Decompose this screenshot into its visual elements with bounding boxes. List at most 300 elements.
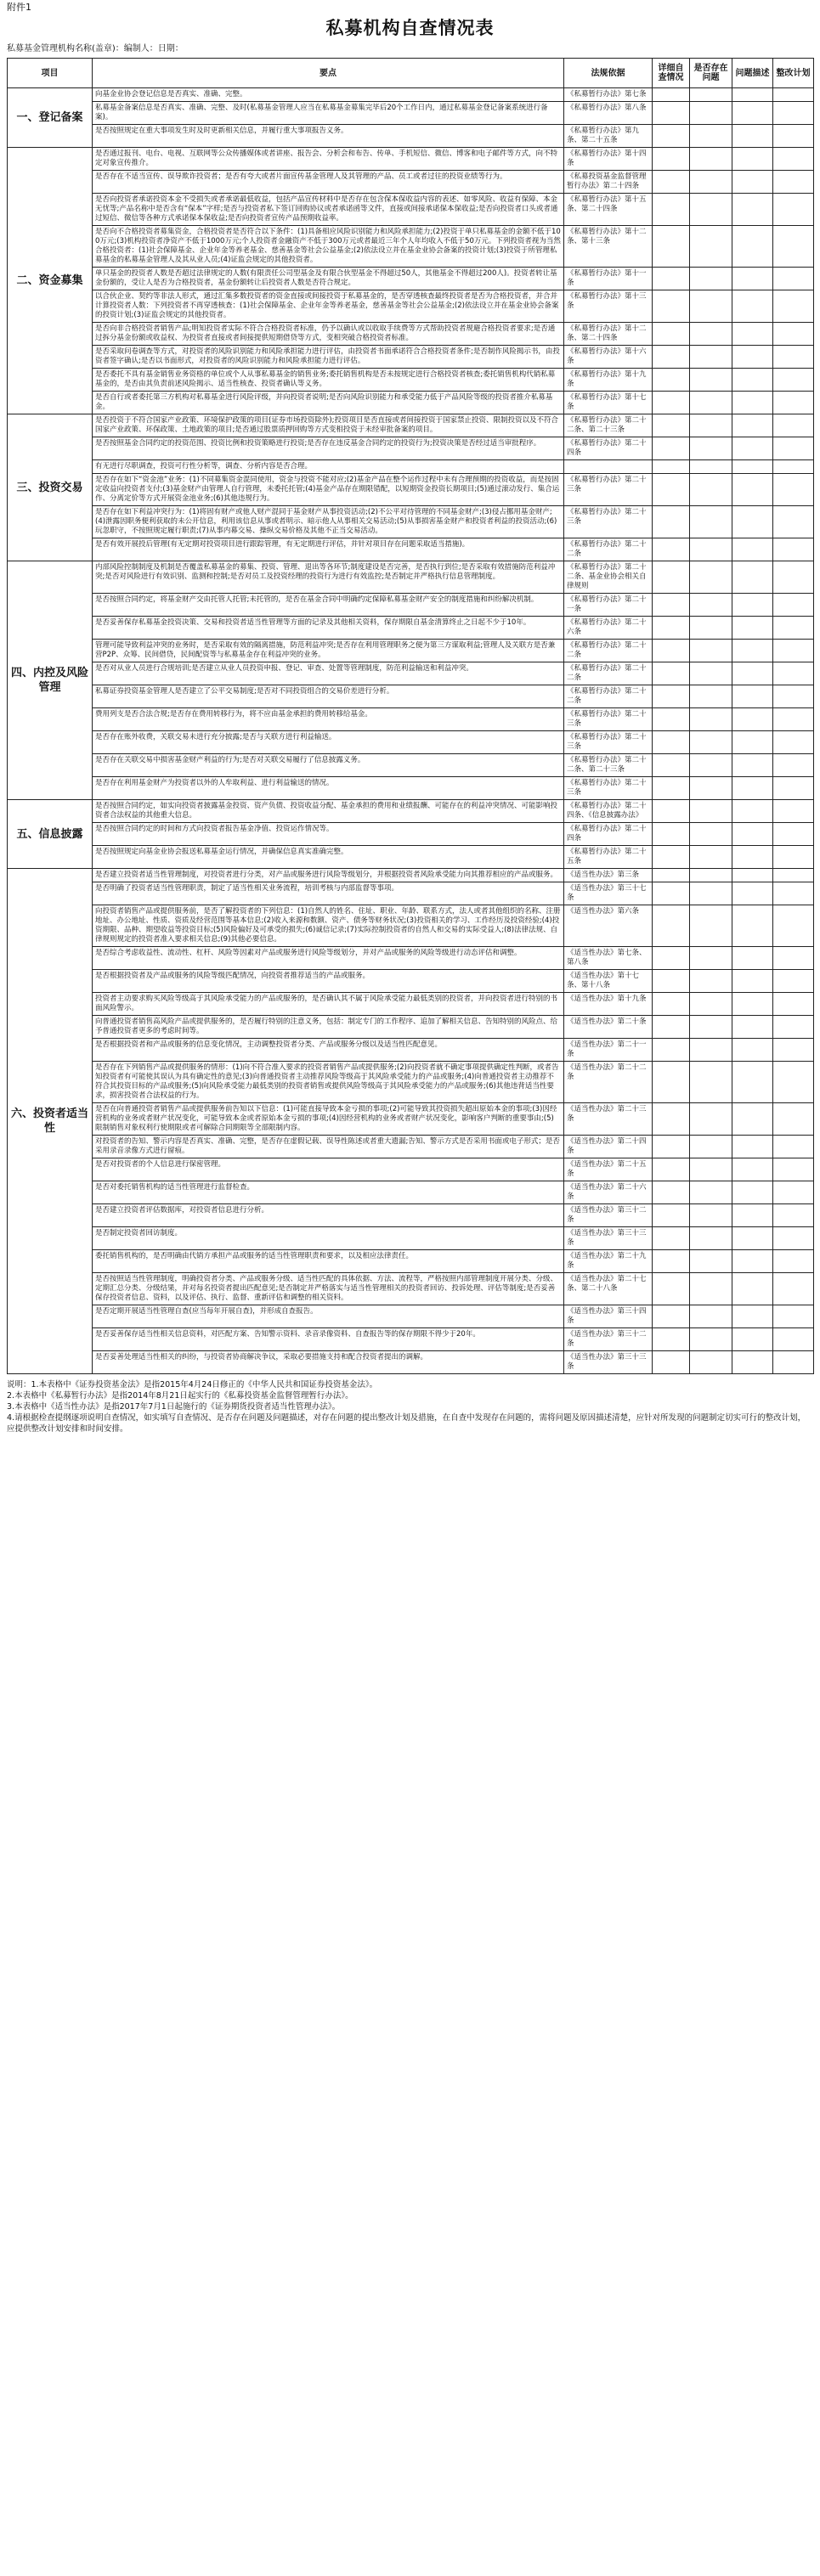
- has-issue-cell[interactable]: [690, 148, 732, 171]
- has-issue-cell[interactable]: [690, 437, 732, 460]
- note-line: 4.请根据检查提纲逐项说明自查情况，如实填写自查情况、是否存在问题及问题描述，对存在问题的提出整改计划及措施，在自查中发现存在问题的，需将问题及原因描述清楚，应针对所发现的问题制定切实可行的整改计划，应提供整改计划安排和时间安排。: [7, 1413, 806, 1434]
- detail-cell[interactable]: [653, 754, 690, 777]
- detail-cell[interactable]: [653, 970, 690, 993]
- issue-desc-cell[interactable]: [732, 823, 773, 846]
- issue-desc-cell[interactable]: [732, 171, 773, 194]
- legal-basis: 《适当性办法》第七条、第八条: [564, 947, 653, 970]
- plan-cell[interactable]: [773, 882, 814, 905]
- has-issue-cell[interactable]: [690, 474, 732, 506]
- check-point: 是否制定投资者回访制度。: [93, 1227, 564, 1250]
- legal-basis: 《适当性办法》第三条: [564, 869, 653, 882]
- issue-desc-cell[interactable]: [732, 414, 773, 437]
- detail-cell[interactable]: [653, 226, 690, 268]
- issue-desc-cell[interactable]: [732, 1136, 773, 1158]
- plan-cell[interactable]: [773, 1204, 814, 1227]
- issue-desc-cell[interactable]: [732, 1250, 773, 1273]
- detail-cell[interactable]: [653, 148, 690, 171]
- has-issue-cell[interactable]: [690, 88, 732, 102]
- check-point: 单只基金的投资者人数是否超过法律规定的人数(有限责任公司型基金及有限合伙型基金不得超过50人，其他基金不得超过200人)。投资者转让基金份额的，受让人是否为合格投资者，基金份额转让后投资者人数是否符合规定。: [93, 268, 564, 290]
- table-row: [8, 1062, 814, 1103]
- has-issue-cell[interactable]: [690, 290, 732, 323]
- detail-cell[interactable]: [653, 392, 690, 414]
- check-point: 费用列支是否合法合规;是否存在费用转移行为，将不应由基金承担的费用转移给基金。: [93, 708, 564, 731]
- issue-desc-cell[interactable]: [732, 226, 773, 268]
- plan-cell[interactable]: [773, 823, 814, 846]
- has-issue-cell[interactable]: [690, 1103, 732, 1136]
- issue-desc-cell[interactable]: [732, 1273, 773, 1305]
- legal-basis: 《私募暂行办法》第二十六条: [564, 617, 653, 640]
- check-point: 管理可能导致利益冲突的业务时，是否采取有效的隔离措施，防范利益冲突;是否存在利用管理职务之便为第三方谋取利益;管理人及关联方是否兼营P2P、众筹、民间借贷，民间配资等与私募基金存在利益冲突的业务。: [93, 640, 564, 662]
- has-issue-cell[interactable]: [690, 506, 732, 538]
- issue-desc-cell[interactable]: [732, 970, 773, 993]
- plan-cell[interactable]: [773, 1039, 814, 1062]
- issue-desc-cell[interactable]: [732, 506, 773, 538]
- table-row: [8, 617, 814, 640]
- plan-cell[interactable]: [773, 754, 814, 777]
- detail-cell[interactable]: [653, 1158, 690, 1181]
- table-row: [8, 594, 814, 617]
- detail-cell[interactable]: [653, 947, 690, 970]
- issue-desc-cell[interactable]: [732, 640, 773, 662]
- legal-basis: 《私募暂行办法》第二十三条: [564, 777, 653, 800]
- plan-cell[interactable]: [773, 1136, 814, 1158]
- check-point: 是否自行或者委托第三方机构对私募基金进行风险评级，并向投资者说明;是否向风险识别能力和承受能力低于产品风险等级的投资者推介私募基金。: [93, 392, 564, 414]
- table-row: [8, 194, 814, 226]
- plan-cell[interactable]: [773, 846, 814, 869]
- legal-basis: 《适当性办法》第二十三条: [564, 1103, 653, 1136]
- plan-cell[interactable]: [773, 88, 814, 102]
- detail-cell[interactable]: [653, 1204, 690, 1227]
- has-issue-cell[interactable]: [690, 561, 732, 594]
- check-point: 是否有效开展投后管理(有无定期对投资项目进行跟踪管理，有无定期进行评估，并针对项目存在问题采取适当措施)。: [93, 538, 564, 561]
- detail-cell[interactable]: [653, 171, 690, 194]
- plan-cell[interactable]: [773, 148, 814, 171]
- check-point: 向普通投资者销售高风险产品或提供服务的，是否履行特别的注意义务，包括：制定专门的工作程序、追加了解相关信息、告知特别的风险点、给予普通投资者更多的考虑时间等。: [93, 1016, 564, 1039]
- plan-cell[interactable]: [773, 506, 814, 538]
- has-issue-cell[interactable]: [690, 369, 732, 392]
- detail-cell[interactable]: [653, 414, 690, 437]
- detail-cell[interactable]: [653, 1227, 690, 1250]
- issue-desc-cell[interactable]: [732, 460, 773, 474]
- plan-cell[interactable]: [773, 1103, 814, 1136]
- legal-basis: 《私募暂行办法》第二十二条: [564, 662, 653, 685]
- has-issue-cell[interactable]: [690, 617, 732, 640]
- legal-basis: 《私募暂行办法》第二十二条: [564, 685, 653, 708]
- issue-desc-cell[interactable]: [732, 1103, 773, 1136]
- has-issue-cell[interactable]: [690, 662, 732, 685]
- has-issue-cell[interactable]: [690, 823, 732, 846]
- has-issue-cell[interactable]: [690, 323, 732, 346]
- legal-basis: 《适当性办法》第三十七条: [564, 882, 653, 905]
- table-row: [8, 1158, 814, 1181]
- table-row: [8, 561, 814, 594]
- issue-desc-cell[interactable]: [732, 194, 773, 226]
- has-issue-cell[interactable]: [690, 754, 732, 777]
- detail-cell[interactable]: [653, 731, 690, 754]
- issue-desc-cell[interactable]: [732, 561, 773, 594]
- legal-basis: 《私募暂行办法》第八条: [564, 102, 653, 125]
- legal-basis: 《私募暂行办法》第二十二条、第二十三条: [564, 414, 653, 437]
- check-point: 是否对委托销售机构的适当性管理进行监督检查。: [93, 1181, 564, 1204]
- has-issue-cell[interactable]: [690, 685, 732, 708]
- check-point: 是否在向普通投资者销售产品或提供服务前告知以下信息：(1)可能直接导致本金亏损的事项;(2)可能导致其投资损失超出原始本金的事项;(3)因经营机构的业务或者财产状况变化，可能导致本金或者原始本金亏损的事项;(4)因经营机构的业务或者财产状况变化，影响客户判断的重要事由;(5)限制销售对象权利行使期限或者可解除合同期限等全部限制内容。: [93, 1103, 564, 1136]
- detail-cell[interactable]: [653, 561, 690, 594]
- plan-cell[interactable]: [773, 947, 814, 970]
- plan-cell[interactable]: [773, 993, 814, 1016]
- plan-cell[interactable]: [773, 414, 814, 437]
- issue-desc-cell[interactable]: [732, 777, 773, 800]
- has-issue-cell[interactable]: [690, 1136, 732, 1158]
- issue-desc-cell[interactable]: [732, 346, 773, 369]
- detail-cell[interactable]: [653, 437, 690, 460]
- section-name: 五、信息披露: [8, 800, 93, 869]
- table-row: [8, 268, 814, 290]
- detail-cell[interactable]: [653, 268, 690, 290]
- issue-desc-cell[interactable]: [732, 800, 773, 823]
- issue-desc-cell[interactable]: [732, 323, 773, 346]
- legal-basis: 《私募暂行办法》第十六条: [564, 346, 653, 369]
- has-issue-cell[interactable]: [690, 1273, 732, 1305]
- has-issue-cell[interactable]: [690, 102, 732, 125]
- detail-cell[interactable]: [653, 369, 690, 392]
- detail-cell[interactable]: [653, 882, 690, 905]
- issue-desc-cell[interactable]: [732, 88, 773, 102]
- issue-desc-cell[interactable]: [732, 148, 773, 171]
- legal-basis: 《适当性办法》第二十条: [564, 1016, 653, 1039]
- check-point: 有无进行尽职调查，投资可行性分析等，调查、分析内容是否合理。: [93, 460, 564, 474]
- plan-cell[interactable]: [773, 640, 814, 662]
- plan-cell[interactable]: [773, 1351, 814, 1374]
- table-row: [8, 460, 814, 474]
- check-point: 是否按照规定向基金业协会报送私募基金运行情况，并确保信息真实准确完整。: [93, 846, 564, 869]
- table-row: [8, 731, 814, 754]
- has-issue-cell[interactable]: [690, 869, 732, 882]
- table-row: [8, 846, 814, 869]
- table-row: [8, 993, 814, 1016]
- has-issue-cell[interactable]: [690, 731, 732, 754]
- check-point: 对投资者的告知、警示内容是否真实、准确、完整，是否存在虚假记载、误导性陈述或者重大遗漏;告知、警示方式是否采用书面或电子形式；是否采用录音录像方式进行留痕。: [93, 1136, 564, 1158]
- plan-cell[interactable]: [773, 125, 814, 148]
- detail-cell[interactable]: [653, 617, 690, 640]
- issue-desc-cell[interactable]: [732, 125, 773, 148]
- has-issue-cell[interactable]: [690, 1062, 732, 1103]
- table-row: [8, 1016, 814, 1039]
- detail-cell[interactable]: [653, 346, 690, 369]
- plan-cell[interactable]: [773, 731, 814, 754]
- legal-basis: 《私募暂行办法》第十五条、第二十四条: [564, 194, 653, 226]
- column-header-has-issue: 是否存在问题: [690, 59, 732, 88]
- plan-cell[interactable]: [773, 685, 814, 708]
- detail-cell[interactable]: [653, 538, 690, 561]
- detail-cell[interactable]: [653, 1250, 690, 1273]
- table-row: [8, 882, 814, 905]
- note-line: 2.本表格中《私募暂行办法》是指2014年8月21日起实行的《私募投资基金监督管理暂行办法》。: [7, 1391, 353, 1401]
- detail-cell[interactable]: [653, 323, 690, 346]
- check-point: 是否存在账外收费，关联交易未进行充分披露;是否与关联方进行利益输送。: [93, 731, 564, 754]
- legal-basis: 《私募暂行办法》第二十二条、第二十三条: [564, 754, 653, 777]
- detail-cell[interactable]: [653, 993, 690, 1016]
- plan-cell[interactable]: [773, 1181, 814, 1204]
- issue-desc-cell[interactable]: [732, 846, 773, 869]
- has-issue-cell[interactable]: [690, 777, 732, 800]
- detail-cell[interactable]: [653, 1351, 690, 1374]
- issue-desc-cell[interactable]: [732, 1181, 773, 1204]
- issue-desc-cell[interactable]: [732, 947, 773, 970]
- table-row: [8, 346, 814, 369]
- legal-basis: 《私募暂行办法》第十三条: [564, 290, 653, 323]
- detail-cell[interactable]: [653, 594, 690, 617]
- check-point: 是否存在下列销售产品或提供服务的情形：(1)向不符合准入要求的投资者销售产品或提供服务;(2)向投资者就不确定事项提供确定性判断，或者告知投资者有可能使其误认为具有确定性的意见;(3)向普通投资者主动推荐风险等级高于其风险承受能力的产品或服务;(4)向普通投资者主动推荐不符合其投资目标的产品或服务;(5)向风险承受能力最低类别的投资者销售或提供风险等级高于其风险承受能力的产品或服务;(6)其他违背适当性要求，损害投资者合法权益的行为。: [93, 1062, 564, 1103]
- check-point: 以合伙企业、契约等非法人形式，通过汇集多数投资者的资金直接或间接投资于私募基金的，是否穿透核查最终投资者是否为合格投资者，并合并计算投资者人数：下列投资者不再穿透核查：(1)社会保障基金、企业年金等养老基金，慈善基金等社会公益基金;(2)依法设立并在基金业协会备案的投资计划;(3)证监会规定的其他投资者。: [93, 290, 564, 323]
- plan-cell[interactable]: [773, 662, 814, 685]
- check-point: 是否按照基金合同约定的投资范围、投资比例和投资策略进行投资;是否存在违反基金合同约定的投资行为;投资决策是否经过适当审批程序。: [93, 437, 564, 460]
- legal-basis: 《私募暂行办法》第二十四条: [564, 823, 653, 846]
- plan-cell[interactable]: [773, 1062, 814, 1103]
- plan-cell[interactable]: [773, 800, 814, 823]
- issue-desc-cell[interactable]: [732, 474, 773, 506]
- detail-cell[interactable]: [653, 846, 690, 869]
- plan-cell[interactable]: [773, 1273, 814, 1305]
- table-row: [8, 538, 814, 561]
- issue-desc-cell[interactable]: [732, 392, 773, 414]
- has-issue-cell[interactable]: [690, 1016, 732, 1039]
- plan-cell[interactable]: [773, 1250, 814, 1273]
- detail-cell[interactable]: [653, 823, 690, 846]
- plan-cell[interactable]: [773, 1305, 814, 1328]
- table-row: [8, 102, 814, 125]
- has-issue-cell[interactable]: [690, 970, 732, 993]
- has-issue-cell[interactable]: [690, 800, 732, 823]
- has-issue-cell[interactable]: [690, 538, 732, 561]
- plan-cell[interactable]: [773, 460, 814, 474]
- has-issue-cell[interactable]: [690, 905, 732, 947]
- column-header-law: 法规依据: [564, 59, 653, 88]
- table-row: [8, 323, 814, 346]
- issue-desc-cell[interactable]: [732, 617, 773, 640]
- issue-desc-cell[interactable]: [732, 1062, 773, 1103]
- detail-cell[interactable]: [653, 1016, 690, 1039]
- has-issue-cell[interactable]: [690, 171, 732, 194]
- has-issue-cell[interactable]: [690, 194, 732, 226]
- issue-desc-cell[interactable]: [732, 754, 773, 777]
- issue-desc-cell[interactable]: [732, 102, 773, 125]
- detail-cell[interactable]: [653, 1039, 690, 1062]
- table-row: [8, 662, 814, 685]
- issue-desc-cell[interactable]: [732, 1305, 773, 1328]
- detail-cell[interactable]: [653, 869, 690, 882]
- table-row: [8, 823, 814, 846]
- plan-cell[interactable]: [773, 1016, 814, 1039]
- has-issue-cell[interactable]: [690, 947, 732, 970]
- table-header-row: [8, 59, 814, 88]
- plan-cell[interactable]: [773, 970, 814, 993]
- legal-basis: 《适当性办法》第二十六条: [564, 1181, 653, 1204]
- has-issue-cell[interactable]: [690, 640, 732, 662]
- detail-cell[interactable]: [653, 102, 690, 125]
- table-row: [8, 1181, 814, 1204]
- has-issue-cell[interactable]: [690, 1305, 732, 1328]
- plan-cell[interactable]: [773, 392, 814, 414]
- detail-cell[interactable]: [653, 640, 690, 662]
- legal-basis: 《私募暂行办法》第十一条: [564, 268, 653, 290]
- detail-cell[interactable]: [653, 800, 690, 823]
- detail-cell[interactable]: [653, 1273, 690, 1305]
- check-point: 内部风险控制制度及机制是否覆盖私募基金的募集、投资、管理、退出等各环节;制度建设是否完善，是否执行到位;是否采取有效措施防范利益冲突;是否对风险进行有效识别、监测和控制;是否对员工及投资经理的投资行为进行有效监控;是否制定并严格执行信息管理制度。: [93, 561, 564, 594]
- has-issue-cell[interactable]: [690, 392, 732, 414]
- check-point: 是否存在利用基金财产为投资者以外的人牟取利益、进行利益输送的情况。: [93, 777, 564, 800]
- plan-cell[interactable]: [773, 346, 814, 369]
- plan-cell[interactable]: [773, 777, 814, 800]
- has-issue-cell[interactable]: [690, 1204, 732, 1227]
- detail-cell[interactable]: [653, 685, 690, 708]
- legal-basis: 《适当性办法》第三十三条: [564, 1227, 653, 1250]
- has-issue-cell[interactable]: [690, 594, 732, 617]
- detail-cell[interactable]: [653, 1062, 690, 1103]
- issue-desc-cell[interactable]: [732, 538, 773, 561]
- plan-cell[interactable]: [773, 1328, 814, 1351]
- table-row: [8, 474, 814, 506]
- table-row: [8, 414, 814, 437]
- issue-desc-cell[interactable]: [732, 869, 773, 882]
- issue-desc-cell[interactable]: [732, 993, 773, 1016]
- plan-cell[interactable]: [773, 905, 814, 947]
- has-issue-cell[interactable]: [690, 226, 732, 268]
- check-point: 是否向非合格投资者销售产品;明知投资者实际不符合合格投资者标准，仍予以确认或以收取手续费等方式帮助投资者规避合格投资者要求;是否通过拆分基金份额或收益权、为投资者直接或者间接提供短期借贷等方式，变相突破合格投资者标准。: [93, 323, 564, 346]
- check-point: 是否采取问卷调查等方式，对投资者的风险识别能力和风险承担能力进行评估，由投资者书面承诺符合合格投资者条件;是否制作风险揭示书，由投资者签字确认;是否以书面形式，对投资者的风险识别能力和风险承担能力进行评估。: [93, 346, 564, 369]
- notes-block: [7, 1379, 813, 1435]
- issue-desc-cell[interactable]: [732, 905, 773, 947]
- detail-cell[interactable]: [653, 662, 690, 685]
- plan-cell[interactable]: [773, 594, 814, 617]
- has-issue-cell[interactable]: [690, 1351, 732, 1374]
- legal-basis: 《私募暂行办法》第十二条、第二十四条: [564, 323, 653, 346]
- issue-desc-cell[interactable]: [732, 1328, 773, 1351]
- legal-basis: [564, 460, 653, 474]
- detail-cell[interactable]: [653, 194, 690, 226]
- issue-desc-cell[interactable]: [732, 1227, 773, 1250]
- legal-basis: 《私募暂行办法》第二十四条、《信息披露办法》: [564, 800, 653, 823]
- check-point: 是否存在不适当宣传、误导欺诈投资者；是否有夸大或者片面宣传基金管理人及其管理的产品、员工或者过往的投资业绩等行为。: [93, 171, 564, 194]
- plan-cell[interactable]: [773, 538, 814, 561]
- issue-desc-cell[interactable]: [732, 662, 773, 685]
- plan-cell[interactable]: [773, 1227, 814, 1250]
- has-issue-cell[interactable]: [690, 414, 732, 437]
- plan-cell[interactable]: [773, 226, 814, 268]
- detail-cell[interactable]: [653, 905, 690, 947]
- issue-desc-cell[interactable]: [732, 369, 773, 392]
- detail-cell[interactable]: [653, 708, 690, 731]
- plan-cell[interactable]: [773, 1158, 814, 1181]
- table-row: [8, 1103, 814, 1136]
- detail-cell[interactable]: [653, 290, 690, 323]
- note-line: 说明：1.本表格中《证券投资基金法》是指2015年4月24日修正的《中华人民共和国证券投资基金法》。: [7, 1380, 378, 1389]
- issue-desc-cell[interactable]: [732, 594, 773, 617]
- detail-cell[interactable]: [653, 1305, 690, 1328]
- has-issue-cell[interactable]: [690, 1039, 732, 1062]
- issue-desc-cell[interactable]: [732, 731, 773, 754]
- check-point: 向基金业协会登记信息是否真实、准确、完整。: [93, 88, 564, 102]
- has-issue-cell[interactable]: [690, 1181, 732, 1204]
- plan-cell[interactable]: [773, 171, 814, 194]
- table-row: [8, 392, 814, 414]
- plan-cell[interactable]: [773, 437, 814, 460]
- detail-cell[interactable]: [653, 777, 690, 800]
- issue-desc-cell[interactable]: [732, 290, 773, 323]
- plan-cell[interactable]: [773, 268, 814, 290]
- plan-cell[interactable]: [773, 323, 814, 346]
- legal-basis: 《适当性办法》第二十七条、第二十八条: [564, 1273, 653, 1305]
- plan-cell[interactable]: [773, 369, 814, 392]
- issue-desc-cell[interactable]: [732, 882, 773, 905]
- detail-cell[interactable]: [653, 125, 690, 148]
- plan-cell[interactable]: [773, 617, 814, 640]
- issue-desc-cell[interactable]: [732, 1204, 773, 1227]
- issue-desc-cell[interactable]: [732, 1158, 773, 1181]
- plan-cell[interactable]: [773, 561, 814, 594]
- detail-cell[interactable]: [653, 1328, 690, 1351]
- issue-desc-cell[interactable]: [732, 708, 773, 731]
- legal-basis: 《私募暂行办法》第七条: [564, 88, 653, 102]
- legal-basis: 《私募暂行办法》第二十三条: [564, 708, 653, 731]
- issue-desc-cell[interactable]: [732, 1351, 773, 1374]
- plan-cell[interactable]: [773, 474, 814, 506]
- detail-cell[interactable]: [653, 474, 690, 506]
- detail-cell[interactable]: [653, 460, 690, 474]
- issue-desc-cell[interactable]: [732, 268, 773, 290]
- has-issue-cell[interactable]: [690, 1250, 732, 1273]
- issue-desc-cell[interactable]: [732, 1016, 773, 1039]
- has-issue-cell[interactable]: [690, 993, 732, 1016]
- section-name: 二、资金募集: [8, 148, 93, 414]
- has-issue-cell[interactable]: [690, 1328, 732, 1351]
- legal-basis: 《私募暂行办法》第二十一条: [564, 594, 653, 617]
- has-issue-cell[interactable]: [690, 125, 732, 148]
- legal-basis: 《私募暂行办法》第十七条: [564, 392, 653, 414]
- document-title: 私募机构自查情况表: [325, 18, 495, 38]
- detail-cell[interactable]: [653, 88, 690, 102]
- legal-basis: 《适当性办法》第十七条、第十八条: [564, 970, 653, 993]
- legal-basis: 《私募投资基金监督管理暂行办法》第二十四条: [564, 171, 653, 194]
- detail-cell[interactable]: [653, 1181, 690, 1204]
- check-point: 私募证券投资基金管理人是否建立了公平交易制度;是否对不同投资组合的交易价差进行分析。: [93, 685, 564, 708]
- has-issue-cell[interactable]: [690, 1227, 732, 1250]
- issue-desc-cell[interactable]: [732, 1039, 773, 1062]
- has-issue-cell[interactable]: [690, 460, 732, 474]
- legal-basis: 《适当性办法》第二十九条: [564, 1250, 653, 1273]
- plan-cell[interactable]: [773, 290, 814, 323]
- issue-desc-cell[interactable]: [732, 437, 773, 460]
- plan-cell[interactable]: [773, 708, 814, 731]
- has-issue-cell[interactable]: [690, 346, 732, 369]
- detail-cell[interactable]: [653, 1136, 690, 1158]
- has-issue-cell[interactable]: [690, 708, 732, 731]
- column-header-issue-desc: 问题描述: [732, 59, 773, 88]
- plan-cell[interactable]: [773, 102, 814, 125]
- plan-cell[interactable]: [773, 869, 814, 882]
- has-issue-cell[interactable]: [690, 1158, 732, 1181]
- attachment-label: 附件1: [7, 2, 31, 13]
- legal-basis: 《私募暂行办法》第二十四条: [564, 437, 653, 460]
- check-point: 向投资者销售产品或提供服务前，是否了解投资者的下列信息：(1)自然人的姓名、住址、职业、年龄、联系方式，法人或者其他组织的名称、注册地址、办公地址、性质、资质及经营范围等基本信息;(2)收入来源和数额、资产、债务等财务状况;(3)投资相关的学习、工作经历及投资经验;(4)投资期限、品种、期望收益等投资目标;(5)风险偏好及可承受的损失;(6)诚信记录;(7)实际控制投资者的自然人和交易的实际受益人;(8)法律法规、自律规则规定的投资者准入要求相关信息;(9)其他必要信息。: [93, 905, 564, 947]
- issue-desc-cell[interactable]: [732, 685, 773, 708]
- plan-cell[interactable]: [773, 194, 814, 226]
- has-issue-cell[interactable]: [690, 882, 732, 905]
- table-row: [8, 290, 814, 323]
- detail-cell[interactable]: [653, 1103, 690, 1136]
- has-issue-cell[interactable]: [690, 846, 732, 869]
- has-issue-cell[interactable]: [690, 268, 732, 290]
- detail-cell[interactable]: [653, 506, 690, 538]
